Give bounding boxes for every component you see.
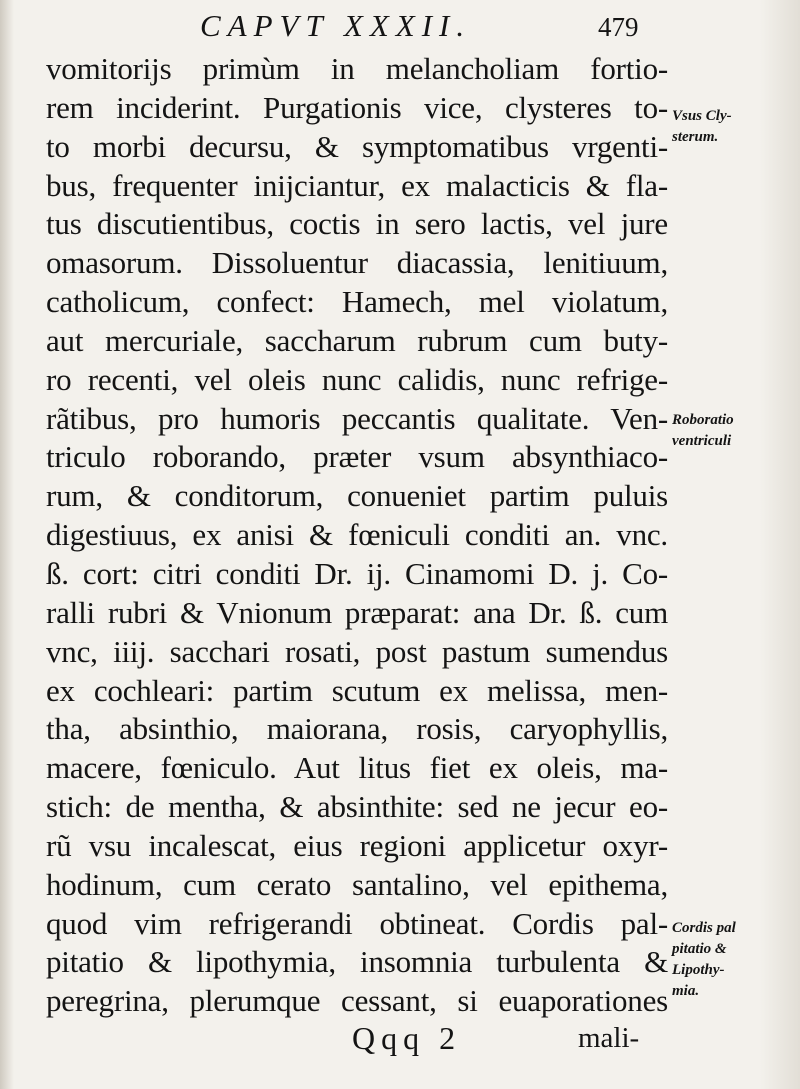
text-line: macere, fœniculo. Aut litus fiet ex oleis, ma- bbox=[46, 750, 668, 786]
margin-note-line: Cordis pal bbox=[672, 920, 736, 936]
text-line: rum, & conditorum, conueniet partim puluis bbox=[46, 478, 668, 514]
text-line: ro recenti, vel oleis nunc calidis, nunc refrige- bbox=[46, 361, 668, 397]
text-line: stich: de mentha, & absinthite: sed ne jecur eo- bbox=[46, 789, 668, 825]
text-line: tus discutientibus, coctis in sero lactis, vel jure bbox=[46, 206, 668, 242]
page-edge-shadow bbox=[760, 0, 800, 1089]
text-line: quod vim refrigerandi obtineat. Cordis pal- bbox=[46, 905, 668, 941]
page-footer bbox=[0, 1020, 800, 1060]
margin-note-line: ventriculi bbox=[672, 433, 732, 449]
text-line: ß. cort: citri conditi Dr. ij. Cinamomi D. j. Co- bbox=[46, 555, 668, 591]
catchword: mali- bbox=[578, 1022, 640, 1054]
margin-note-line: sterum. bbox=[672, 129, 719, 145]
text-line: tha, absinthio, maiorana, rosis, caryophyllis, bbox=[46, 711, 668, 747]
page-number: 479 bbox=[598, 12, 639, 42]
main-text-block bbox=[46, 50, 668, 1021]
signature-mark: Qqq 2 bbox=[352, 1020, 462, 1056]
margin-note-line: mia. bbox=[672, 983, 700, 999]
margin-note-line: Lipothy- bbox=[672, 962, 725, 978]
text-line: triculo roborando, præter vsum absynthiaco- bbox=[46, 439, 668, 475]
text-line: hodinum, cum cerato santalino, vel epithema, bbox=[46, 866, 668, 902]
running-head: CAPVT XXXII. bbox=[200, 8, 472, 43]
margin-note-line: Vsus Cly- bbox=[672, 108, 732, 124]
text-line: catholicum, confect: Hamech, mel violatum, bbox=[46, 284, 668, 320]
text-line: rãtibus, pro humoris peccantis qualitate. Ven- bbox=[46, 400, 668, 436]
margin-note-clysters bbox=[672, 106, 732, 148]
text-line: omasorum. Dissoluentur diacassia, lenitiuum, bbox=[46, 245, 668, 281]
page-header bbox=[0, 8, 800, 48]
text-line: rem inciderint. Purgationis vice, clysteres to- bbox=[46, 89, 668, 125]
margin-note-stomach bbox=[672, 410, 734, 452]
text-line: ex cochleari: partim scutum ex melissa, men- bbox=[46, 672, 668, 708]
page-gutter-shadow bbox=[0, 0, 14, 1089]
text-line: digestiuus, ex anisi & fœniculi conditi an. vnc. bbox=[46, 517, 668, 553]
margin-note-palpitation bbox=[672, 918, 736, 1002]
text-line: bus, frequenter inijciantur, ex malacticis & fla- bbox=[46, 167, 668, 203]
text-line: ralli rubri & Vnionum præparat: ana Dr. ß. cum bbox=[46, 594, 668, 630]
text-line: aut mercuriale, saccharum rubrum cum buty- bbox=[46, 322, 668, 358]
text-line: vomitorijs primùm in melancholiam fortio- bbox=[46, 51, 668, 86]
text-line: peregrina, plerumque cessant, si euaporationes bbox=[46, 983, 668, 1019]
text-line: vnc, iiij. sacchari rosati, post pastum sumendus bbox=[46, 633, 668, 669]
margin-note-line: pitatio & bbox=[672, 941, 727, 957]
margin-note-line: Roboratio bbox=[672, 412, 734, 428]
text-line: to morbi decursu, & symptomatibus vrgenti- bbox=[46, 128, 668, 164]
text-line: pitatio & lipothymia, insomnia turbulenta & bbox=[46, 944, 668, 980]
text-line: rũ vsu incalescat, eius regioni applicetur oxyr- bbox=[46, 827, 668, 863]
